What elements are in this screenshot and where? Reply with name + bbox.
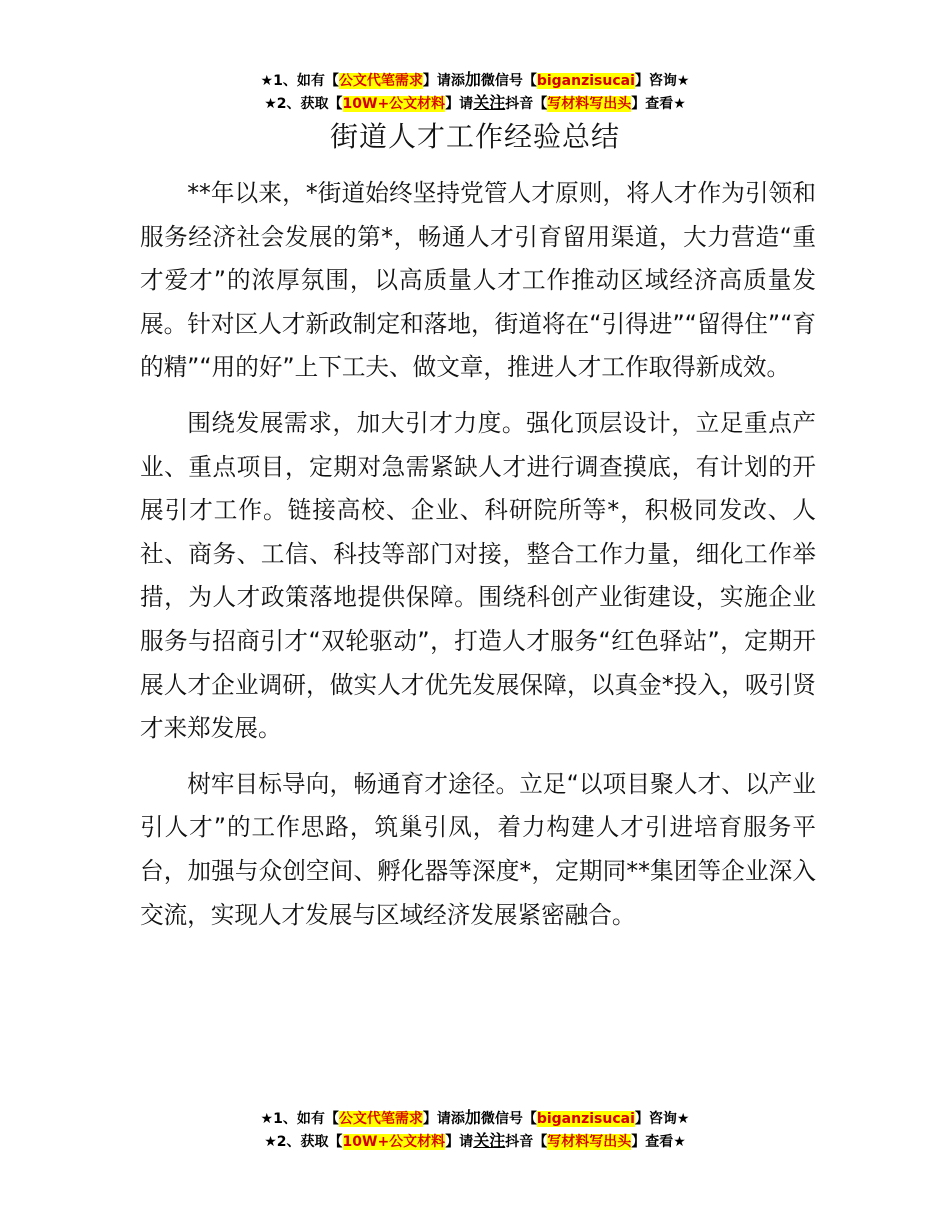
notice-text: 加	[464, 1108, 481, 1127]
notice-text: 关注	[473, 93, 506, 112]
notice-text: 】查看★	[631, 96, 686, 112]
notice-text: 关注	[473, 1131, 506, 1150]
highlight-douyin: 写材料写出头	[547, 1134, 632, 1150]
notice-text: 】请添	[422, 73, 465, 89]
notice-text: ★1、如有【	[260, 73, 339, 89]
highlight-materials: 10W+公文材料	[342, 1134, 446, 1150]
notice-text: ★2、获取【	[264, 1134, 343, 1150]
paragraph: 树牢目标导向，畅通育才途径。立足“以项目聚人才、以产业引人才”的工作思路，筑巢引凤，着力构建人才引进培育服务平台，加强与众创空间、孵化器等深度*，定期同**集团等企业深入交流，实现人才发展与区域经济发展紧密融合。	[140, 769, 816, 929]
notice-text: 微信号【	[480, 73, 537, 89]
notice-line-2	[0, 1130, 950, 1153]
notice-text: 】请	[445, 1134, 474, 1150]
notice-text: 】咨询★	[634, 1111, 690, 1127]
notice-text: 微信号【	[480, 1111, 537, 1127]
highlight-wechat-id: biganzisucai	[536, 73, 635, 89]
document-body	[140, 172, 816, 949]
notice-text: 抖音【	[505, 96, 548, 112]
notice-text: ★1、如有【	[260, 1111, 339, 1127]
footer-notice	[0, 1107, 950, 1153]
paragraph: 围绕发展需求，加大引才力度。强化顶层设计，立足重点产业、重点项目，定期对急需紧缺人才进行调查摸底，有计划的开展引才工作。链接高校、企业、科研院所等*，积极同发改、人社、商务、工信、科技等部门对接，整合工作力量，细化工作举措，为人才政策落地提供保障。围绕科创产业街建设，实施企业服务与招商引才“双轮驱动”，打造人才服务“红色驿站”，定期开展人才企业调研，做实人才优先发展保障，以真金*投入，吸引贤才来郑发展。	[140, 408, 816, 743]
notice-line-2	[0, 92, 950, 115]
highlight-materials: 10W+公文材料	[342, 96, 446, 112]
notice-text: 】请添	[422, 1111, 465, 1127]
paragraph: **年以来，*街道始终坚持党管人才原则，将人才作为引领和服务经济社会发展的第*，畅通人才引育留用渠道，大力营造“重才爱才”的浓厚氛围，以高质量人才工作推动区域经济高质量发展。针对区人才新政制定和落地，街道将在“引得进”“留得住”“育的精”“用的好”上下工夫、做文章，推进人才工作取得新成效。	[140, 179, 816, 382]
notice-text: 抖音【	[505, 1134, 548, 1150]
highlight-douyin: 写材料写出头	[547, 96, 632, 112]
document-title: 街道人才工作经验总结	[329, 120, 620, 153]
notice-text: 】查看★	[631, 1134, 686, 1150]
notice-text: 加	[464, 70, 481, 89]
notice-text: 】咨询★	[634, 73, 690, 89]
highlight-wechat-id: biganzisucai	[536, 1111, 635, 1127]
notice-text: ★2、获取【	[264, 96, 343, 112]
header-notice	[0, 69, 950, 115]
highlight-service: 公文代笔需求	[338, 1111, 423, 1127]
highlight-service: 公文代笔需求	[338, 73, 423, 89]
notice-line-1	[0, 1107, 950, 1130]
notice-text: 】请	[445, 96, 474, 112]
notice-line-1	[0, 69, 950, 92]
